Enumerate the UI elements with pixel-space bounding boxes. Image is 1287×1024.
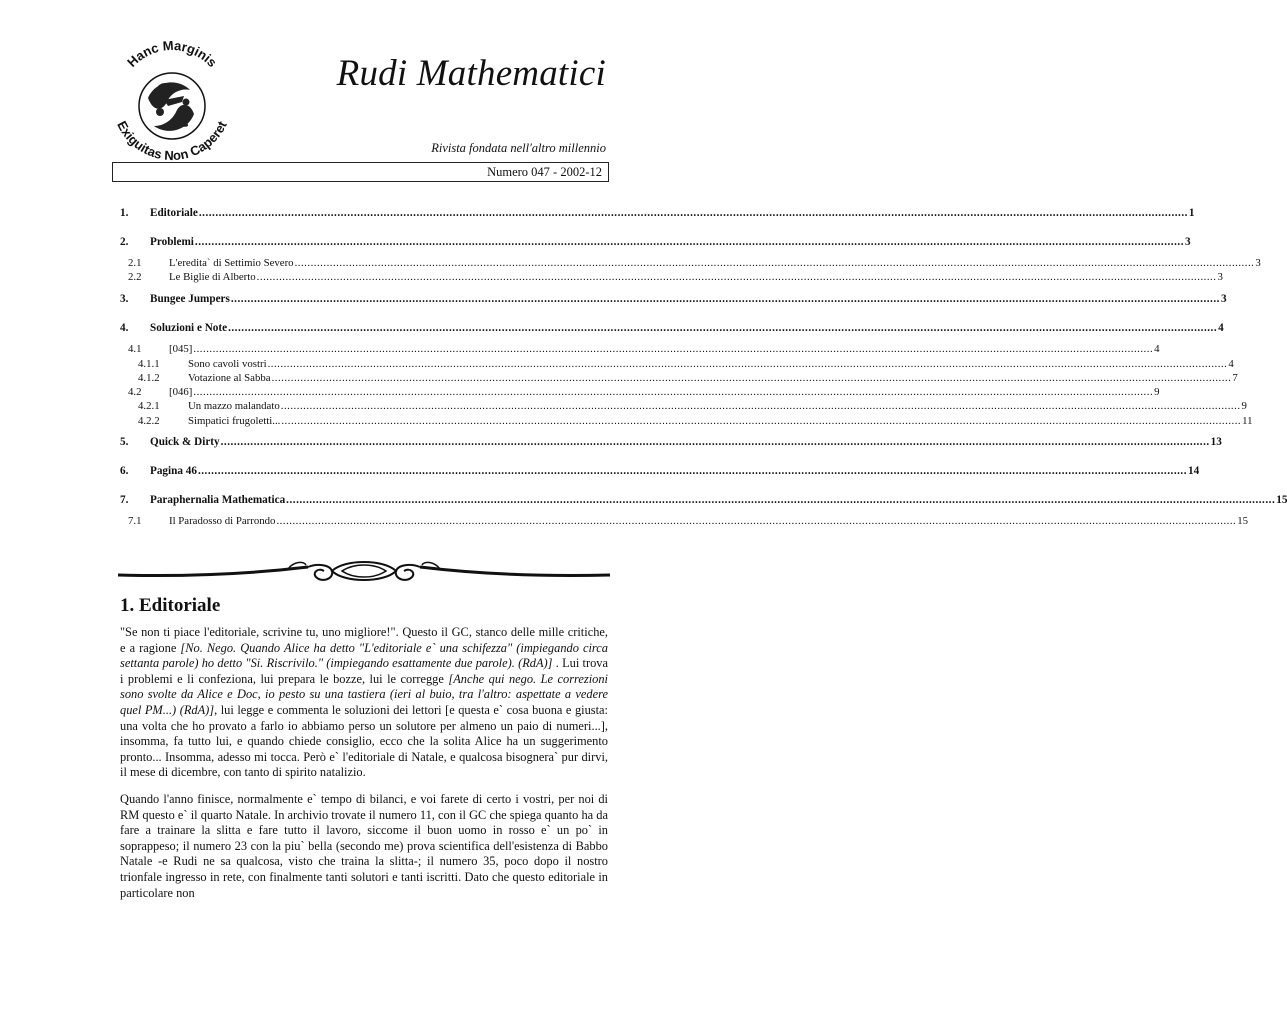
toc-title: Soluzioni e Note — [150, 322, 228, 334]
toc-page-number: 4 — [1218, 322, 1224, 334]
issue-number: Numero 047 - 2002-12 — [487, 165, 602, 179]
toc-page-number: 11 — [1242, 415, 1253, 427]
toc-leader-dots: ............................................................................................................................................................................................................................................................................................................ — [256, 271, 1217, 283]
toc-leader-dots: ............................................................................................................................................................................................................................................................................................................ — [197, 465, 1187, 477]
svg-text:Hanc Marginis: Hanc Marginis — [124, 40, 220, 70]
toc-title: Editoriale — [150, 207, 198, 219]
toc-number: 4.1.2 — [138, 372, 160, 384]
toc-entry[interactable] — [120, 206, 1195, 220]
toc-leader-dots: ............................................................................................................................................................................................................................................................................................................ — [276, 515, 1237, 527]
toc-leader-dots: ............................................................................................................................................................................................................................................................................................................ — [294, 257, 1255, 269]
editorial-text: , lui legge e commenta le soluzioni dei lettori [e questa e` cosa buona e giusta: una volta che ho provato a farlo io abbiamo perso un solutore per almeno un paio di numeri...], insomma, fa tutto lui, e quando chiede consiglio, ecco che la solita Alice ha un suggerimento pronto... Insomma, adesso mi tocca. Però e` l'editoriale di Natale, e qualcosa bisognera` pur dirvi, il mese di dicembre, con tanto di spirito natalizio. — [120, 702, 608, 780]
toc-number: 4. — [120, 322, 129, 334]
toc-leader-dots: ............................................................................................................................................................................................................................................................................................................ — [193, 343, 1154, 355]
toc-number: 4.1 — [128, 343, 142, 355]
toc-page-number: 1 — [1188, 207, 1195, 219]
toc-entry[interactable] — [120, 514, 1249, 528]
toc-entry[interactable] — [120, 371, 1238, 385]
editorial-text: "Se non ti piace l'editoriale, scrivine tu, uno migliore!". Questo il GC, stanco delle mille critiche, e a ragione — [120, 625, 608, 655]
toc-entry[interactable] — [120, 292, 1227, 306]
toc-number: 4.2 — [128, 386, 142, 398]
toc-entry[interactable] — [120, 321, 1224, 335]
toc-title: [046] — [169, 386, 193, 398]
toc-entry[interactable] — [120, 270, 1223, 284]
section-heading: 1. Editoriale — [120, 595, 221, 616]
toc-number: 2. — [120, 236, 129, 248]
toc-title: Paraphernalia Mathematica — [150, 494, 286, 506]
toc-page-number: 4 — [1154, 343, 1160, 355]
toc-number: 7. — [120, 494, 129, 506]
toc-leader-dots: ............................................................................................................................................................................................................................................................................................................ — [281, 415, 1242, 427]
toc-title: Le Biglie di Alberto — [169, 271, 256, 283]
toc-leader-dots: ............................................................................................................................................................................................................................................................................................................ — [230, 293, 1220, 305]
toc-entry[interactable] — [120, 435, 1222, 449]
toc-page-number: 3 — [1184, 236, 1191, 248]
toc-number: 7.1 — [128, 515, 142, 527]
toc-number: 4.2.2 — [138, 415, 160, 427]
toc-page-number: 15 — [1237, 515, 1249, 527]
toc-title: Il Paradosso di Parrondo — [169, 515, 276, 527]
toc-number: 1. — [120, 207, 129, 219]
toc-number: 3. — [120, 293, 129, 305]
toc-title: Pagina 46 — [150, 465, 197, 477]
toc-title: Quick & Dirty — [150, 436, 220, 448]
svg-text:Exiguitas Non Caperet: Exiguitas Non Caperet — [114, 118, 230, 164]
issue-box — [112, 162, 609, 182]
journal-title: Rudi Mathematici — [336, 53, 606, 94]
toc-title: [045] — [169, 343, 193, 355]
toc-number: 5. — [120, 436, 129, 448]
toc-title: Bungee Jumpers — [150, 293, 230, 305]
toc-leader-dots: ............................................................................................................................................................................................................................................................................................................ — [198, 207, 1188, 219]
toc-entry[interactable] — [120, 399, 1247, 413]
toc-page-number: 7 — [1232, 372, 1238, 384]
toc-title: Problemi — [150, 236, 194, 248]
toc-page-number: 9 — [1241, 400, 1247, 412]
toc-title: Un mazzo malandato — [188, 400, 280, 412]
toc-entry[interactable] — [120, 385, 1160, 399]
toc-entry[interactable] — [120, 464, 1200, 478]
toc-leader-dots: ............................................................................................................................................................................................................................................................................................................ — [286, 494, 1276, 506]
toc-entry[interactable] — [120, 342, 1160, 356]
editorial-text: . Lui trova i problemi e li confeziona, lui prepara le bozze, lui le corregge — [120, 656, 608, 686]
toc-entry[interactable] — [120, 414, 1253, 428]
toc-page-number: 9 — [1154, 386, 1160, 398]
toc-leader-dots: ............................................................................................................................................................................................................................................................................................................ — [220, 436, 1210, 448]
toc-page-number: 3 — [1255, 257, 1261, 269]
toc-page-number: 13 — [1210, 436, 1222, 448]
toc-number: 6. — [120, 465, 129, 477]
toc-entry[interactable] — [120, 235, 1191, 249]
editorial-aside: [Anche qui nego. Le correzioni sono svolte da Alice e Doc, io pesto su una tastiera (ieri al buio, tra l'altro: aspettate a vedere quel PM...) (RdA)] — [120, 671, 608, 717]
toc-leader-dots: ............................................................................................................................................................................................................................................................................................................ — [193, 386, 1154, 398]
toc-number: 2.2 — [128, 271, 142, 283]
toc-page-number: 3 — [1217, 271, 1223, 283]
toc-entry[interactable] — [120, 256, 1261, 270]
toc-leader-dots: ............................................................................................................................................................................................................................................................................................................ — [280, 400, 1241, 412]
toc-leader-dots: ............................................................................................................................................................................................................................................................................................................ — [194, 236, 1184, 248]
toc-leader-dots: ............................................................................................................................................................................................................................................................................................................ — [271, 372, 1232, 384]
logo-seal — [98, 40, 246, 168]
toc-entry[interactable] — [120, 493, 1287, 507]
toc-number: 4.2.1 — [138, 400, 160, 412]
toc-page-number: 14 — [1188, 465, 1200, 477]
toc-leader-dots: ............................................................................................................................................................................................................................................................................................................ — [267, 358, 1228, 370]
toc-page-number: 4 — [1228, 358, 1234, 370]
toc-page-number: 3 — [1220, 293, 1227, 305]
toc-number: 4.1.1 — [138, 358, 160, 370]
toc-number: 2.1 — [128, 257, 142, 269]
toc-leader-dots: ............................................................................................................................................................................................................................................................................................................ — [228, 322, 1218, 334]
toc-entry[interactable] — [120, 357, 1234, 371]
toc-title: Sono cavoli vostri — [188, 358, 267, 370]
toc-title: Simpatici frugoletti... — [188, 415, 281, 427]
toc-page-number: 15 — [1276, 494, 1287, 506]
journal-subtitle: Rivista fondata nell'altro millennio — [431, 141, 606, 155]
toc-title: Votazione al Sabba — [188, 372, 271, 384]
editorial-paragraph-1 — [120, 625, 608, 781]
ornament-divider — [118, 553, 610, 589]
editorial-paragraph-2: Quando l'anno finisce, normalmente e` tempo di bilanci, e voi farete di certo i vostri, per noi di RM questo e` il quarto Natale. In archivio trovate il numero 11, con il GC che spiega quanto ha da fare a trainare la slitta e fare tutto il lavoro, siccome il buon uomo in rosso e` un po` in soprappeso; il numero 23 con la piu` bella (secondo me) prova scientifica dell'esistenza di Babbo Natale -e Rudi ne sa qualcosa, visto che traina la slitta-; il numero 35, poco dopo il nostro trionfale ingresso in rete, con finalmente tanti solutori e tanti iscritti. Dato che questo editoriale in particolare non — [120, 792, 608, 900]
editorial-aside: [No. Nego. Quando Alice ha detto "L'editoriale e` una schifezza" (impiegando circa settanta parole) ho detto "Si. Riscrivilo." (impiegando esattamente due parole). (RdA)] — [120, 640, 608, 671]
toc-title: L'eredita` di Settimio Severo — [169, 257, 294, 269]
